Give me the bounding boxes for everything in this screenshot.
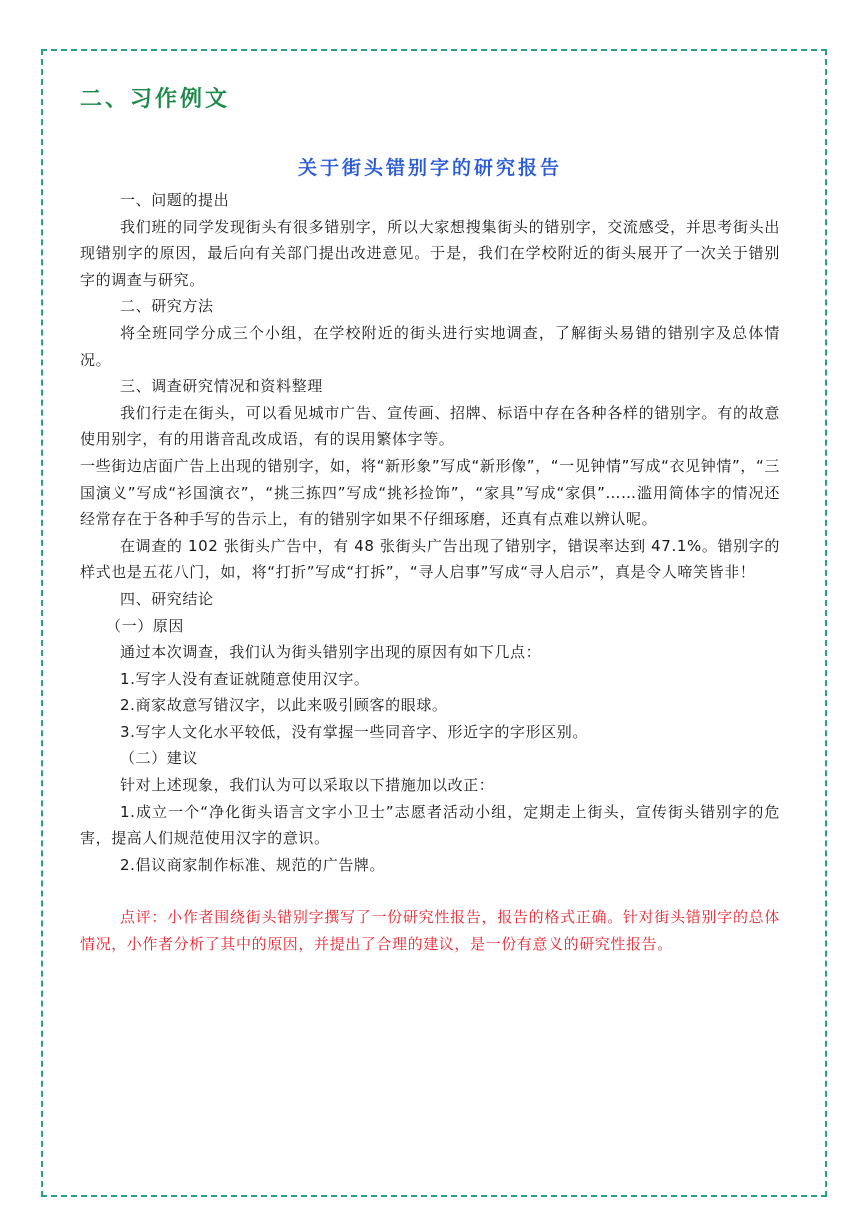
paragraph-suggestions-intro: 针对上述现象，我们认为可以采取以下措施加以改正： xyxy=(120,776,495,795)
paragraph-survey-2: 一些街边店面广告上出现的错别字，如，将“新形象”写成“新形像”，“一见钟情”写成“衣见钟情”，“三国演义”写成“衫国演衣”，“挑三拣四”写成“挑衫捡饰”，“家具”写成“家俱”……滥用简体字的情况还经常存在于各种手写的告示上，有的错别字如果不仔细琢磨，还真有点难以辨认呢。 xyxy=(80,456,780,529)
heading-conclusion: 四、研究结论 xyxy=(120,589,214,608)
section-heading: 二、习作例文 xyxy=(80,87,231,112)
suggestion-item-2: 2.倡议商家制作标准、规范的广告牌。 xyxy=(120,855,386,874)
report-body xyxy=(80,187,780,958)
paragraph-problem: 我们班的同学发现街头有很多错别字，所以大家想搜集街头的错别字，交流感受，并思考街头出现错别字的原因，最后向有关部门提出改进意见。于是，我们在学校附近的街头展开了一次关于错别字的调查与研究。 xyxy=(80,217,780,289)
paragraph-survey-3: 在调查的 102 张街头广告中，有 48 张街头广告出现了错别字，错误率达到 47.1%。错别字的样式也是五花八门，如，将“打折”写成“打拆”，“寻人启事”写成“寻人启示”，真是令人啼笑皆非！ xyxy=(80,536,780,582)
paragraph-method: 将全班同学分成三个小组，在学校附近的街头进行实地调查，了解街头易错的错别字及总体情况。 xyxy=(80,323,780,369)
paragraph-reasons-intro: 通过本次调查，我们认为街头错别字出现的原因有如下几点： xyxy=(120,643,542,662)
subheading-suggestions: （二）建议 xyxy=(120,749,199,768)
teacher-comment: 点评：小作者围绕街头错别字撰写了一份研究性报告，报告的格式正确。针对街头错别字的总体情况，小作者分析了其中的原因，并提出了合理的建议，是一份有意义的研究性报告。 xyxy=(80,908,780,954)
spacer xyxy=(80,878,780,904)
reason-item-2: 2.商家故意写错汉字，以此来吸引顾客的眼球。 xyxy=(120,696,448,715)
heading-survey: 三、调查研究情况和资料整理 xyxy=(120,377,323,396)
heading-method: 二、研究方法 xyxy=(120,297,214,316)
reason-item-1: 1.写字人没有查证就随意使用汉字。 xyxy=(120,669,370,688)
suggestion-item-1: 1.成立一个“净化街头语言文字小卫士”志愿者活动小组，定期走上街头，宣传街头错别字的危害，提高人们规范使用汉字的意识。 xyxy=(80,802,780,848)
paragraph-survey-1: 我们行走在街头，可以看见城市广告、宣传画、招牌、标语中存在各种各样的错别字。有的故意使用别字，有的用谐音乱改成语，有的误用繁体字等。 xyxy=(80,403,780,449)
heading-problem: 一、问题的提出 xyxy=(120,191,230,209)
report-title: 关于街头错别字的研究报告 xyxy=(297,157,562,179)
reason-item-3: 3.写字人文化水平较低，没有掌握一些同音字、形近字的字形区别。 xyxy=(120,722,588,741)
subheading-reasons: （一）原因 xyxy=(106,616,185,635)
